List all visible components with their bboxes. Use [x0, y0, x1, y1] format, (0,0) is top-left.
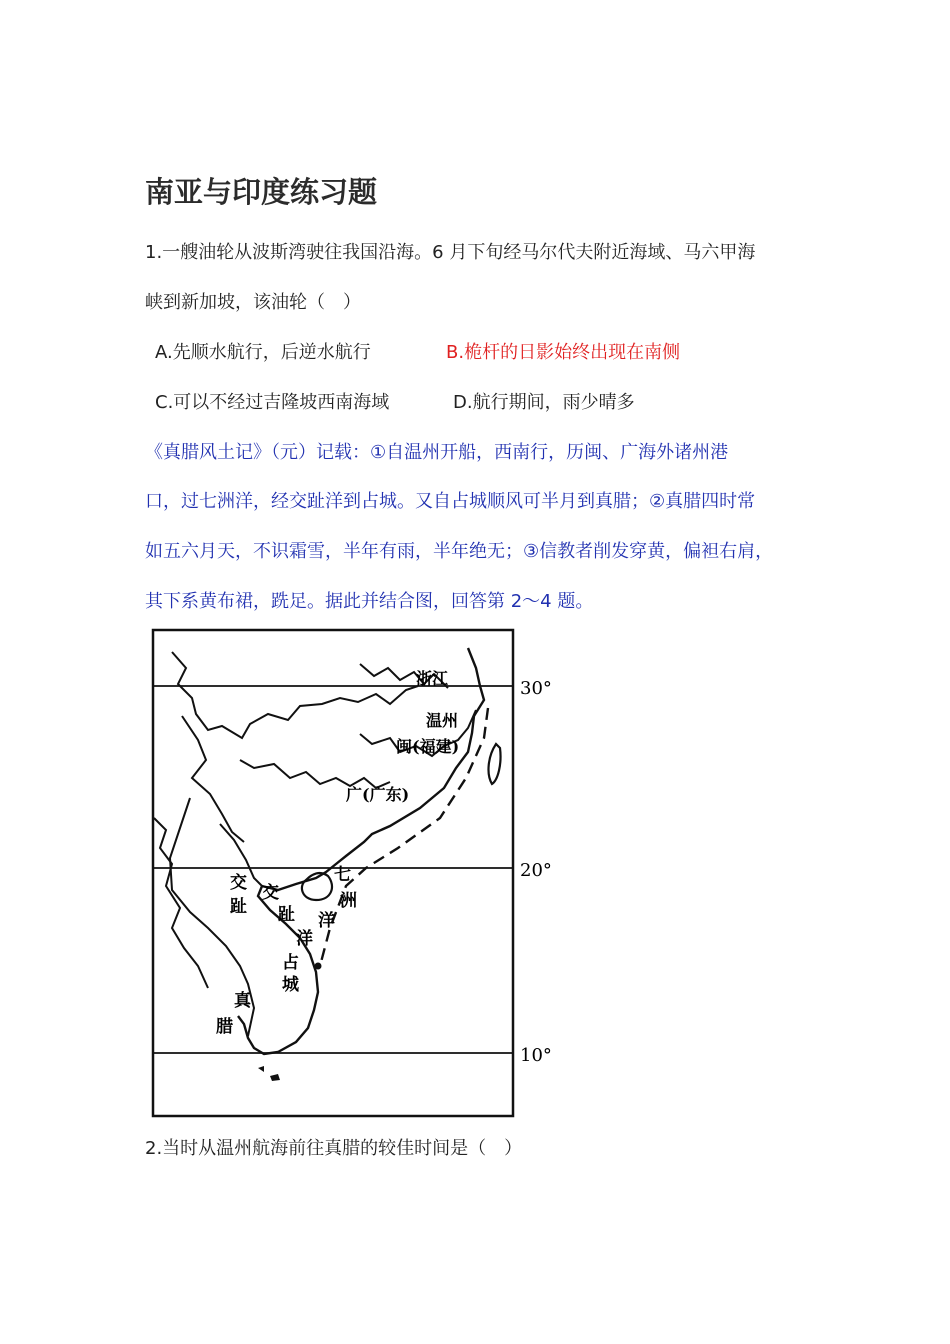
label-zhancheng [282, 952, 300, 995]
q1-option-a: A.先顺水航行，后逆水航行 [155, 342, 371, 363]
svg-text:交: 交 [230, 873, 247, 893]
svg-text:洋: 洋 [318, 911, 335, 931]
small-island [258, 1066, 264, 1072]
svg-text:趾: 趾 [278, 905, 295, 925]
lat-label-30: 30° [520, 678, 552, 699]
svg-text:洋: 洋 [296, 929, 313, 949]
label-wenzhou: 温州 [426, 711, 459, 730]
lat-label-10: 10° [520, 1045, 552, 1066]
label-jiaozhi [230, 872, 247, 917]
label-jiaozhi-sea [262, 882, 313, 949]
svg-text:交: 交 [262, 883, 279, 903]
svg-text:城: 城 [282, 975, 299, 995]
label-zhejiang: 浙江 [416, 669, 449, 688]
passage-line4: 其下系黄布裙，跣足。据此并结合图，回答第 2～4 题。 [145, 591, 594, 612]
q2-stem: 2.当时从温州航海前往真腊的较佳时间是（ ） [145, 1138, 523, 1159]
q1-option-b-answer: B.桅杆的日影始终出现在南侧 [446, 342, 681, 363]
lat-label-20: 20° [520, 860, 552, 881]
map-frame [153, 630, 513, 1116]
zhancheng-port-dot [315, 963, 322, 970]
svg-text:洲: 洲 [340, 891, 357, 911]
passage-line2: 口，过七洲洋，经交趾洋到占城。又自占城顺风可半月到真腊；②真腊四时常 [145, 491, 756, 512]
svg-text:腊: 腊 [216, 1017, 233, 1037]
small-island [270, 1074, 280, 1081]
q1-stem-line1: 1.一艘油轮从波斯湾驶往我国沿海。6 月下旬经马尔代夫附近海域、马六甲海 [145, 242, 756, 263]
label-min-fujian: 闽(福建) [396, 737, 460, 756]
passage-line1: 《真腊风土记》（元）记载：①自温州开船，西南行，历闽、广海外诸州港 [145, 442, 729, 463]
q1-stem-line2: 峡到新加坡，该油轮（ ） [145, 292, 361, 313]
passage-line3: 如五六月天，不识霜雪，半年有雨，半年绝无；③信教者削发穿黄，偏袒右肩， [145, 541, 774, 562]
taiwan-island [489, 744, 501, 784]
svg-text:真: 真 [234, 991, 251, 1011]
label-guang-guangdong: 广(广东) [346, 785, 410, 804]
rivers [154, 652, 476, 1036]
coastline [238, 648, 484, 1054]
svg-text:占: 占 [282, 953, 299, 973]
q1-option-d: D.航行期间，雨少晴多 [453, 392, 635, 413]
route-map [150, 628, 560, 1120]
page-title: 南亚与印度练习题 [145, 175, 378, 209]
svg-text:趾: 趾 [230, 897, 247, 917]
svg-text:七: 七 [334, 865, 351, 885]
q1-option-c: C.可以不经过吉隆坡西南海域 [155, 392, 390, 413]
